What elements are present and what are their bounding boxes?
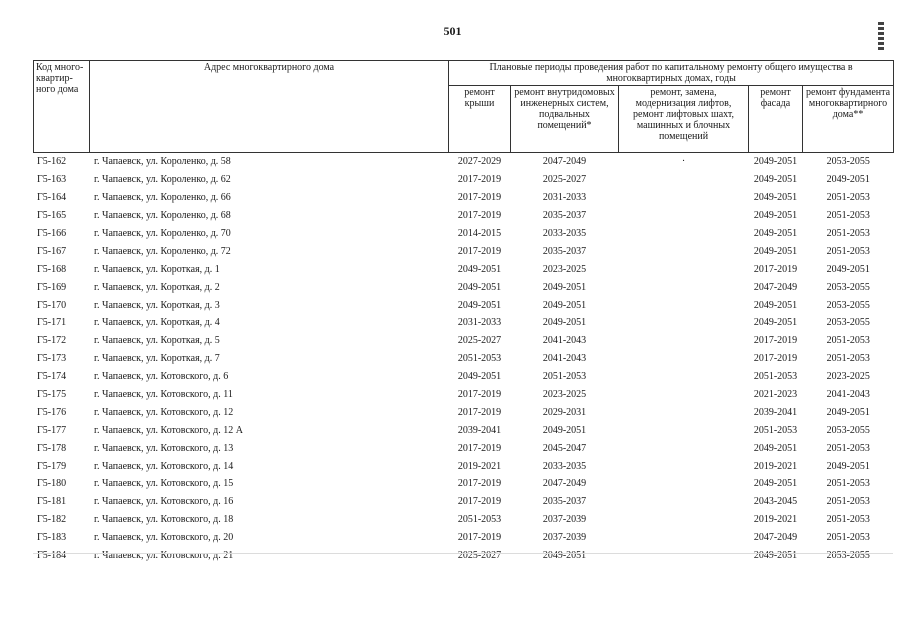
cell-address: г. Чапаевск, ул. Котовского, д. 21 — [94, 550, 234, 562]
header-address: Адрес многоквартирного дома — [90, 61, 449, 153]
table-row — [34, 189, 894, 207]
cell-code: Г5-175 — [37, 389, 67, 401]
table-row — [34, 475, 894, 493]
cell-foundation: 2051-2053 — [826, 335, 870, 347]
cell-code: Г5-172 — [37, 335, 67, 347]
cell-roof: 2039-2041 — [457, 424, 502, 436]
cell-engineering: 2029-2031 — [542, 406, 587, 418]
cell-foundation: 2053-2055 — [826, 281, 870, 293]
cell-facade: 2049-2051 — [753, 550, 798, 562]
cell-foundation: 2041-2043 — [826, 389, 870, 401]
table-row — [34, 296, 894, 314]
cell-facade: 2019-2021 — [753, 514, 798, 526]
cell-engineering: 2035-2037 — [542, 245, 587, 257]
cell-lifts — [619, 547, 749, 565]
cell-engineering: 2033-2035 — [542, 228, 587, 239]
cell-roof: 2051-2053 — [457, 514, 502, 526]
cell-lifts — [619, 332, 749, 350]
cell-address: г. Чапаевск, ул. Короленко, д. 72 — [94, 245, 231, 257]
cell-foundation: 2053-2055 — [826, 156, 870, 168]
cell-facade: 2049-2051 — [753, 192, 798, 204]
cell-address: г. Чапаевск, ул. Котовского, д. 18 — [94, 514, 234, 526]
cell-address: г. Чапаевск, ул. Короленко, д. 70 — [94, 228, 231, 239]
cell-engineering: 2031-2033 — [542, 192, 587, 204]
cell-engineering: 2033-2035 — [542, 460, 587, 472]
cell-address: г. Чапаевск, ул. Котовского, д. 16 — [94, 496, 234, 508]
cell-facade: 2043-2045 — [753, 496, 798, 508]
cell-code: Г5-184 — [37, 550, 67, 562]
cell-code: Г5-165 — [37, 210, 67, 222]
table-row — [34, 314, 894, 332]
cell-facade: 2049-2051 — [753, 228, 798, 239]
cell-code: Г5-183 — [37, 532, 67, 544]
table-row — [34, 421, 894, 439]
cell-lifts — [619, 278, 749, 296]
cell-lifts — [619, 457, 749, 475]
cell-facade: 2049-2051 — [753, 156, 798, 168]
cell-code: Г5-166 — [37, 228, 67, 239]
table-row — [34, 529, 894, 547]
cell-facade: 2017-2019 — [753, 353, 798, 365]
cell-engineering: 2037-2039 — [542, 532, 587, 544]
cell-address: г. Чапаевск, ул. Котовского, д. 6 — [94, 371, 229, 383]
header-facade: ремонт фасада — [749, 86, 803, 153]
cell-lifts — [619, 350, 749, 368]
table-row — [34, 350, 894, 368]
cell-address: г. Чапаевск, ул. Короленко, д. 68 — [94, 210, 231, 222]
cell-roof: 2017-2019 — [457, 192, 502, 204]
cell-code: Г5-179 — [37, 460, 67, 472]
cell-lifts — [619, 314, 749, 332]
cell-code: Г5-174 — [37, 371, 67, 383]
cell-foundation: 2049-2051 — [826, 460, 870, 472]
cell-engineering: 2049-2051 — [542, 299, 587, 311]
cell-roof: 2025-2027 — [457, 550, 502, 562]
cell-engineering: 2025-2027 — [542, 174, 587, 186]
table-row — [34, 260, 894, 278]
table-row — [34, 368, 894, 386]
capital-repair-table — [33, 60, 894, 564]
table-row — [34, 242, 894, 260]
cell-foundation: 2049-2051 — [826, 263, 870, 275]
cell-engineering: 2045-2047 — [542, 442, 587, 454]
cell-code: Г5-164 — [37, 192, 67, 204]
cell-facade: 2049-2051 — [753, 299, 798, 311]
table-row — [34, 225, 894, 243]
table-header — [34, 61, 894, 153]
cell-lifts — [619, 403, 749, 421]
cell-lifts — [619, 475, 749, 493]
cell-lifts — [619, 207, 749, 225]
table-row — [34, 493, 894, 511]
cell-address: г. Чапаевск, ул. Котовского, д. 15 — [94, 478, 234, 490]
cell-roof: 2019-2021 — [457, 460, 502, 472]
cell-roof: 2017-2019 — [457, 496, 502, 508]
cell-code: Г5-173 — [37, 353, 67, 365]
cell-engineering: 2047-2049 — [542, 156, 587, 168]
cell-roof: 2017-2019 — [457, 245, 502, 257]
cell-facade: 2051-2053 — [753, 424, 798, 436]
cell-facade: 2047-2049 — [753, 532, 798, 544]
cell-roof: 2049-2051 — [457, 299, 502, 311]
cell-code: Г5-170 — [37, 299, 67, 311]
cell-lifts — [619, 296, 749, 314]
cell-foundation: 2053-2055 — [826, 299, 870, 311]
cell-facade: 2039-2041 — [753, 406, 798, 418]
cell-foundation: 2049-2051 — [826, 406, 870, 418]
cell-lifts — [619, 386, 749, 404]
table-row — [34, 403, 894, 421]
cell-address: г. Чапаевск, ул. Короткая, д. 5 — [94, 335, 220, 347]
cell-address: г. Чапаевск, ул. Котовского, д. 11 — [94, 389, 233, 401]
cell-code: Г5-171 — [37, 317, 67, 329]
cell-facade: 2017-2019 — [753, 335, 798, 347]
cell-address: г. Чапаевск, ул. Короленко, д. 58 — [94, 156, 231, 168]
cell-foundation: 2053-2055 — [826, 550, 870, 562]
cell-code: Г5-169 — [37, 281, 67, 293]
cell-address: г. Чапаевск, ул. Короленко, д. 66 — [94, 192, 231, 204]
cell-address: г. Чапаевск, ул. Котовского, д. 12 — [94, 406, 234, 418]
cell-engineering: 2049-2051 — [542, 550, 587, 562]
cell-facade: 2049-2051 — [753, 210, 798, 222]
cell-lifts — [619, 493, 749, 511]
cell-foundation: 2051-2053 — [826, 210, 870, 222]
cell-address: г. Чапаевск, ул. Короткая, д. 7 — [94, 353, 220, 365]
cell-lifts: · — [681, 156, 686, 168]
table-row — [34, 278, 894, 296]
cell-roof: 2049-2051 — [457, 281, 502, 293]
cell-engineering: 2037-2039 — [542, 514, 587, 526]
cell-foundation: 2053-2055 — [826, 424, 870, 436]
cell-facade: 2049-2051 — [753, 478, 798, 490]
cell-engineering: 2049-2051 — [542, 281, 587, 293]
header-lifts: ремонт, замена, модернизация лифтов, ремонт лифтовых шахт, машинных и блочных помещений — [619, 86, 749, 153]
cell-engineering: 2049-2051 — [542, 317, 587, 329]
cell-lifts — [619, 225, 749, 243]
cell-foundation: 2051-2053 — [826, 496, 870, 508]
table-row — [34, 457, 894, 475]
cell-engineering: 2035-2037 — [542, 210, 587, 222]
cell-engineering: 2047-2049 — [542, 478, 587, 490]
binding-mark — [878, 22, 884, 52]
cell-code: Г5-176 — [37, 406, 67, 418]
cell-facade: 2049-2051 — [753, 442, 798, 454]
cell-facade: 2049-2051 — [753, 245, 798, 257]
cell-roof: 2014-2015 — [457, 228, 502, 239]
cell-roof: 2017-2019 — [457, 406, 502, 418]
header-roof: ремонт крыши — [449, 86, 511, 153]
cell-facade: 2019-2021 — [753, 460, 798, 472]
cell-facade: 2021-2023 — [753, 389, 798, 401]
cell-roof: 2017-2019 — [457, 532, 502, 544]
cell-roof: 2017-2019 — [457, 174, 502, 186]
table-row — [34, 171, 894, 189]
cell-engineering: 2041-2043 — [542, 335, 587, 347]
header-foundation: ремонт фундамента многоквартирного дома** — [803, 86, 894, 153]
table-row — [34, 207, 894, 225]
cell-code: Г5-168 — [37, 263, 67, 275]
cell-foundation: 2051-2053 — [826, 228, 870, 239]
cell-address: г. Чапаевск, ул. Котовского, д. 13 — [94, 442, 234, 454]
cell-roof: 2049-2051 — [457, 371, 502, 383]
cell-foundation: 2051-2053 — [826, 478, 870, 490]
cell-engineering: 2049-2051 — [542, 424, 587, 436]
cell-address: г. Чапаевск, ул. Короленко, д. 62 — [94, 174, 231, 186]
cell-lifts — [619, 439, 749, 457]
cell-lifts — [619, 260, 749, 278]
cell-code: Г5-182 — [37, 514, 67, 526]
cell-lifts — [619, 189, 749, 207]
cell-roof: 2031-2033 — [457, 317, 502, 329]
cell-roof: 2025-2027 — [457, 335, 502, 347]
cell-address: г. Чапаевск, ул. Котовского, д. 20 — [94, 532, 234, 544]
cell-foundation: 2053-2055 — [826, 317, 870, 329]
cell-roof: 2027-2029 — [457, 156, 502, 168]
table-row — [34, 511, 894, 529]
cell-engineering: 2035-2037 — [542, 496, 587, 508]
table-row — [34, 547, 894, 565]
cell-foundation: 2051-2053 — [826, 245, 870, 257]
header-periods: Плановые периоды проведения работ по капитальному ремонту общего имущества в многоквартирных домах, годы — [449, 61, 894, 86]
cell-code: Г5-177 — [37, 424, 67, 436]
cell-lifts — [619, 171, 749, 189]
cell-code: Г5-181 — [37, 496, 67, 508]
cell-code: Г5-163 — [37, 174, 67, 186]
table-row — [34, 332, 894, 350]
table-row — [34, 439, 894, 457]
cell-engineering: 2041-2043 — [542, 353, 587, 365]
cell-foundation: 2051-2053 — [826, 442, 870, 454]
cell-engineering: 2023-2025 — [542, 389, 587, 401]
cell-engineering: 2051-2053 — [542, 371, 587, 383]
cell-code: Г5-167 — [37, 245, 67, 257]
cell-address: г. Чапаевск, ул. Короткая, д. 4 — [94, 317, 220, 329]
header-engineering: ремонт внутридомовых инженерных систем, подвальных помещений* — [511, 86, 619, 153]
page-number: 501 — [443, 24, 462, 38]
table-row — [34, 386, 894, 404]
cell-roof: 2017-2019 — [457, 478, 502, 490]
cell-engineering: 2023-2025 — [542, 263, 587, 275]
cell-facade: 2049-2051 — [753, 317, 798, 329]
cell-facade: 2051-2053 — [753, 371, 798, 383]
cell-address: г. Чапаевск, ул. Короткая, д. 3 — [94, 299, 220, 311]
cell-address: г. Чапаевск, ул. Котовского, д. 12 А — [94, 424, 243, 436]
cell-foundation: 2051-2053 — [826, 192, 870, 204]
cell-lifts — [619, 511, 749, 529]
cell-address: г. Чапаевск, ул. Котовского, д. 14 — [94, 460, 234, 472]
cell-lifts — [619, 368, 749, 386]
cell-code: Г5-162 — [37, 156, 67, 168]
cell-address: г. Чапаевск, ул. Короткая, д. 1 — [94, 263, 220, 275]
cell-facade: 2049-2051 — [753, 174, 798, 186]
cell-lifts — [619, 242, 749, 260]
cell-roof: 2017-2019 — [457, 389, 502, 401]
table-row — [34, 153, 894, 171]
cell-foundation: 2051-2053 — [826, 514, 870, 526]
cell-address: г. Чапаевск, ул. Короткая, д. 2 — [94, 281, 220, 293]
cell-foundation: 2051-2053 — [826, 532, 870, 544]
cell-foundation: 2023-2025 — [826, 371, 870, 383]
cell-facade: 2017-2019 — [753, 263, 798, 275]
cell-lifts — [619, 529, 749, 547]
header-code: Код много-квартир-ного дома — [34, 61, 90, 153]
cell-roof: 2051-2053 — [457, 353, 502, 365]
table-body — [34, 153, 894, 565]
cell-foundation: 2051-2053 — [826, 353, 870, 365]
table-bottom-line — [33, 553, 893, 554]
cell-code: Г5-180 — [37, 478, 67, 490]
cell-roof: 2017-2019 — [457, 442, 502, 454]
cell-code: Г5-178 — [37, 442, 67, 454]
cell-roof: 2049-2051 — [457, 263, 502, 275]
cell-lifts — [619, 421, 749, 439]
cell-roof: 2017-2019 — [457, 210, 502, 222]
cell-facade: 2047-2049 — [753, 281, 798, 293]
cell-foundation: 2049-2051 — [826, 174, 870, 186]
